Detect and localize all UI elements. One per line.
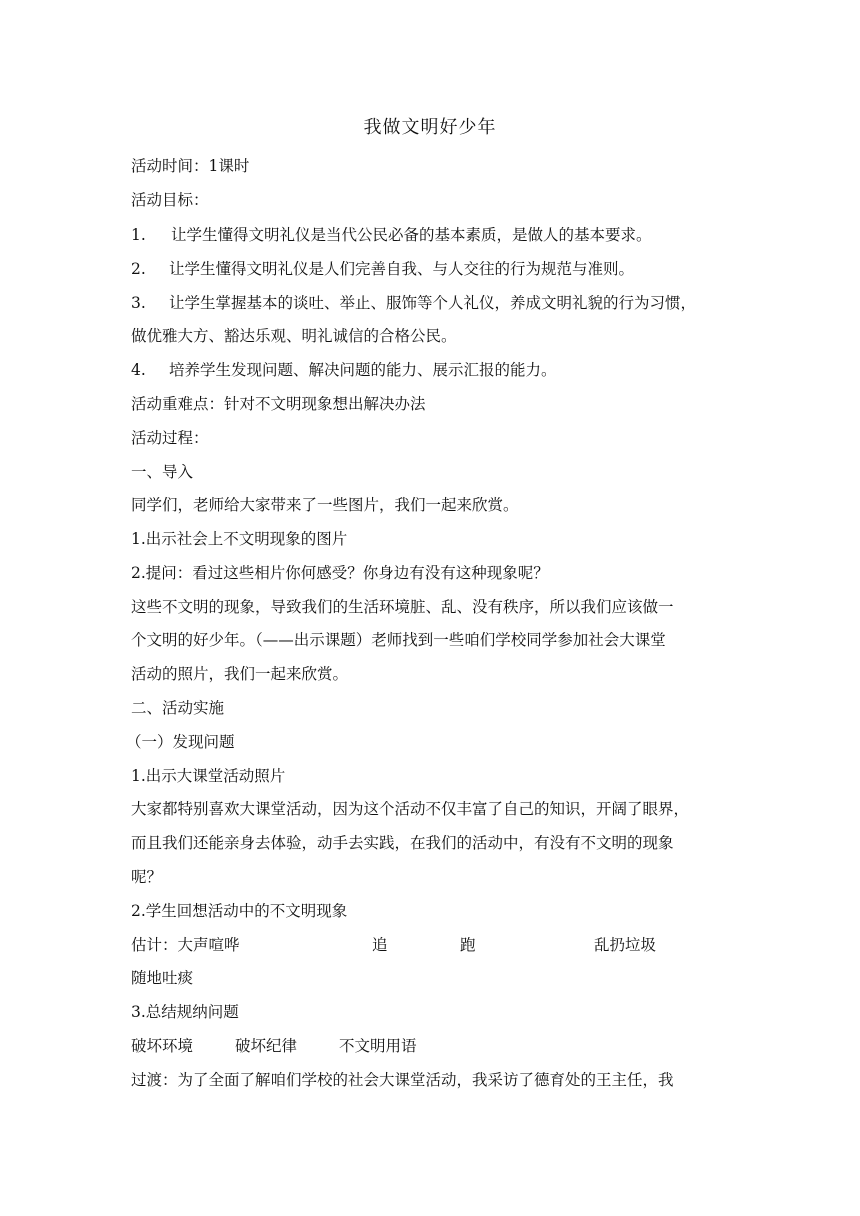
discover-paragraph-line-3: 呢？ (131, 868, 163, 886)
goal-number: 1. (131, 226, 146, 244)
intro-paragraph-line-2: 个文明的好少年。（——出示课题）老师找到一些咱们学校同学参加社会大课堂 (131, 631, 666, 649)
discover-step-2: 2.学生回想活动中的不文明现象 (131, 902, 348, 920)
estimate-item: 大声喧哗 (177, 936, 240, 954)
activity-goals-label: 活动目标： (131, 191, 209, 209)
goal-item-1 (131, 224, 731, 246)
discover-paragraph-line-1: 大家都特别喜欢大课堂活动，因为这个活动不仅丰富了自己的知识，开阔了眼界， (131, 800, 690, 818)
transition-text: 过渡：为了全面了解咱们学校的社会大课堂活动，我采访了德育处的王主任，我 (131, 1071, 674, 1089)
section-heading-implementation: 二、活动实施 (131, 699, 225, 717)
key-difficulty: 活动重难点：针对不文明现象想出解决办法 (131, 395, 426, 413)
activity-time: 活动时间：1课时 (131, 157, 250, 175)
goal-number: 3. (131, 294, 146, 312)
estimate-item: 追 (372, 936, 388, 954)
problem-item: 破坏纪律 (235, 1037, 298, 1055)
goal-item-3-continuation: 做优雅大方、豁达乐观、明礼诚信的合格公民。 (131, 327, 457, 345)
problem-item: 破坏环境 (131, 1037, 194, 1055)
section-heading-intro: 一、导入 (131, 463, 194, 481)
intro-step-2: 2.提问：看过这些相片你何感受？你身边有没有这种现象呢？ (131, 564, 549, 582)
goal-text: 让学生懂得文明礼仪是人们完善自我、与人交往的行为规范与准则。 (169, 260, 635, 278)
goal-item-2 (131, 258, 731, 280)
goal-text: 让学生懂得文明礼仪是当代公民必备的基本素质，是做人的基本要求。 (171, 226, 652, 244)
intro-text: 同学们，老师给大家带来了一些图片，我们一起来欣赏。 (131, 496, 519, 514)
discover-paragraph-line-2: 而且我们还能亲身去体验，动手去实践，在我们的活动中，有没有不文明的现象 (131, 834, 674, 852)
subsection-heading-discover: （一）发现问题 (126, 733, 235, 751)
goal-number: 4. (131, 361, 146, 379)
discover-step-3: 3.总结规纳问题 (131, 1003, 239, 1021)
estimate-item: 乱扔垃圾 (594, 936, 657, 954)
estimate-item-last: 随地吐痰 (131, 969, 194, 987)
page-title: 我做文明好少年 (363, 117, 497, 138)
process-label: 活动过程： (131, 429, 209, 447)
estimate-label: 估计： (131, 936, 178, 954)
intro-step-1: 1.出示社会上不文明现象的图片 (131, 530, 348, 548)
goal-text: 让学生掌握基本的谈吐、举止、服饰等个人礼仪，养成文明礼貌的行为习惯， (169, 294, 697, 312)
estimate-item: 跑 (460, 936, 476, 954)
goal-item-3 (131, 292, 731, 314)
discover-step-1: 1.出示大课堂活动照片 (131, 767, 286, 785)
goal-text: 培养学生发现问题、解决问题的能力、展示汇报的能力。 (169, 361, 557, 379)
problem-item: 不文明用语 (339, 1037, 417, 1055)
intro-paragraph-line-3: 活动的照片，我们一起来欣赏。 (131, 665, 349, 683)
goal-number: 2. (131, 260, 146, 278)
goal-item-4 (131, 359, 731, 381)
intro-paragraph-line-1: 这些不文明的现象，导致我们的生活环境脏、乱、没有秩序，所以我们应该做一 (131, 598, 674, 616)
